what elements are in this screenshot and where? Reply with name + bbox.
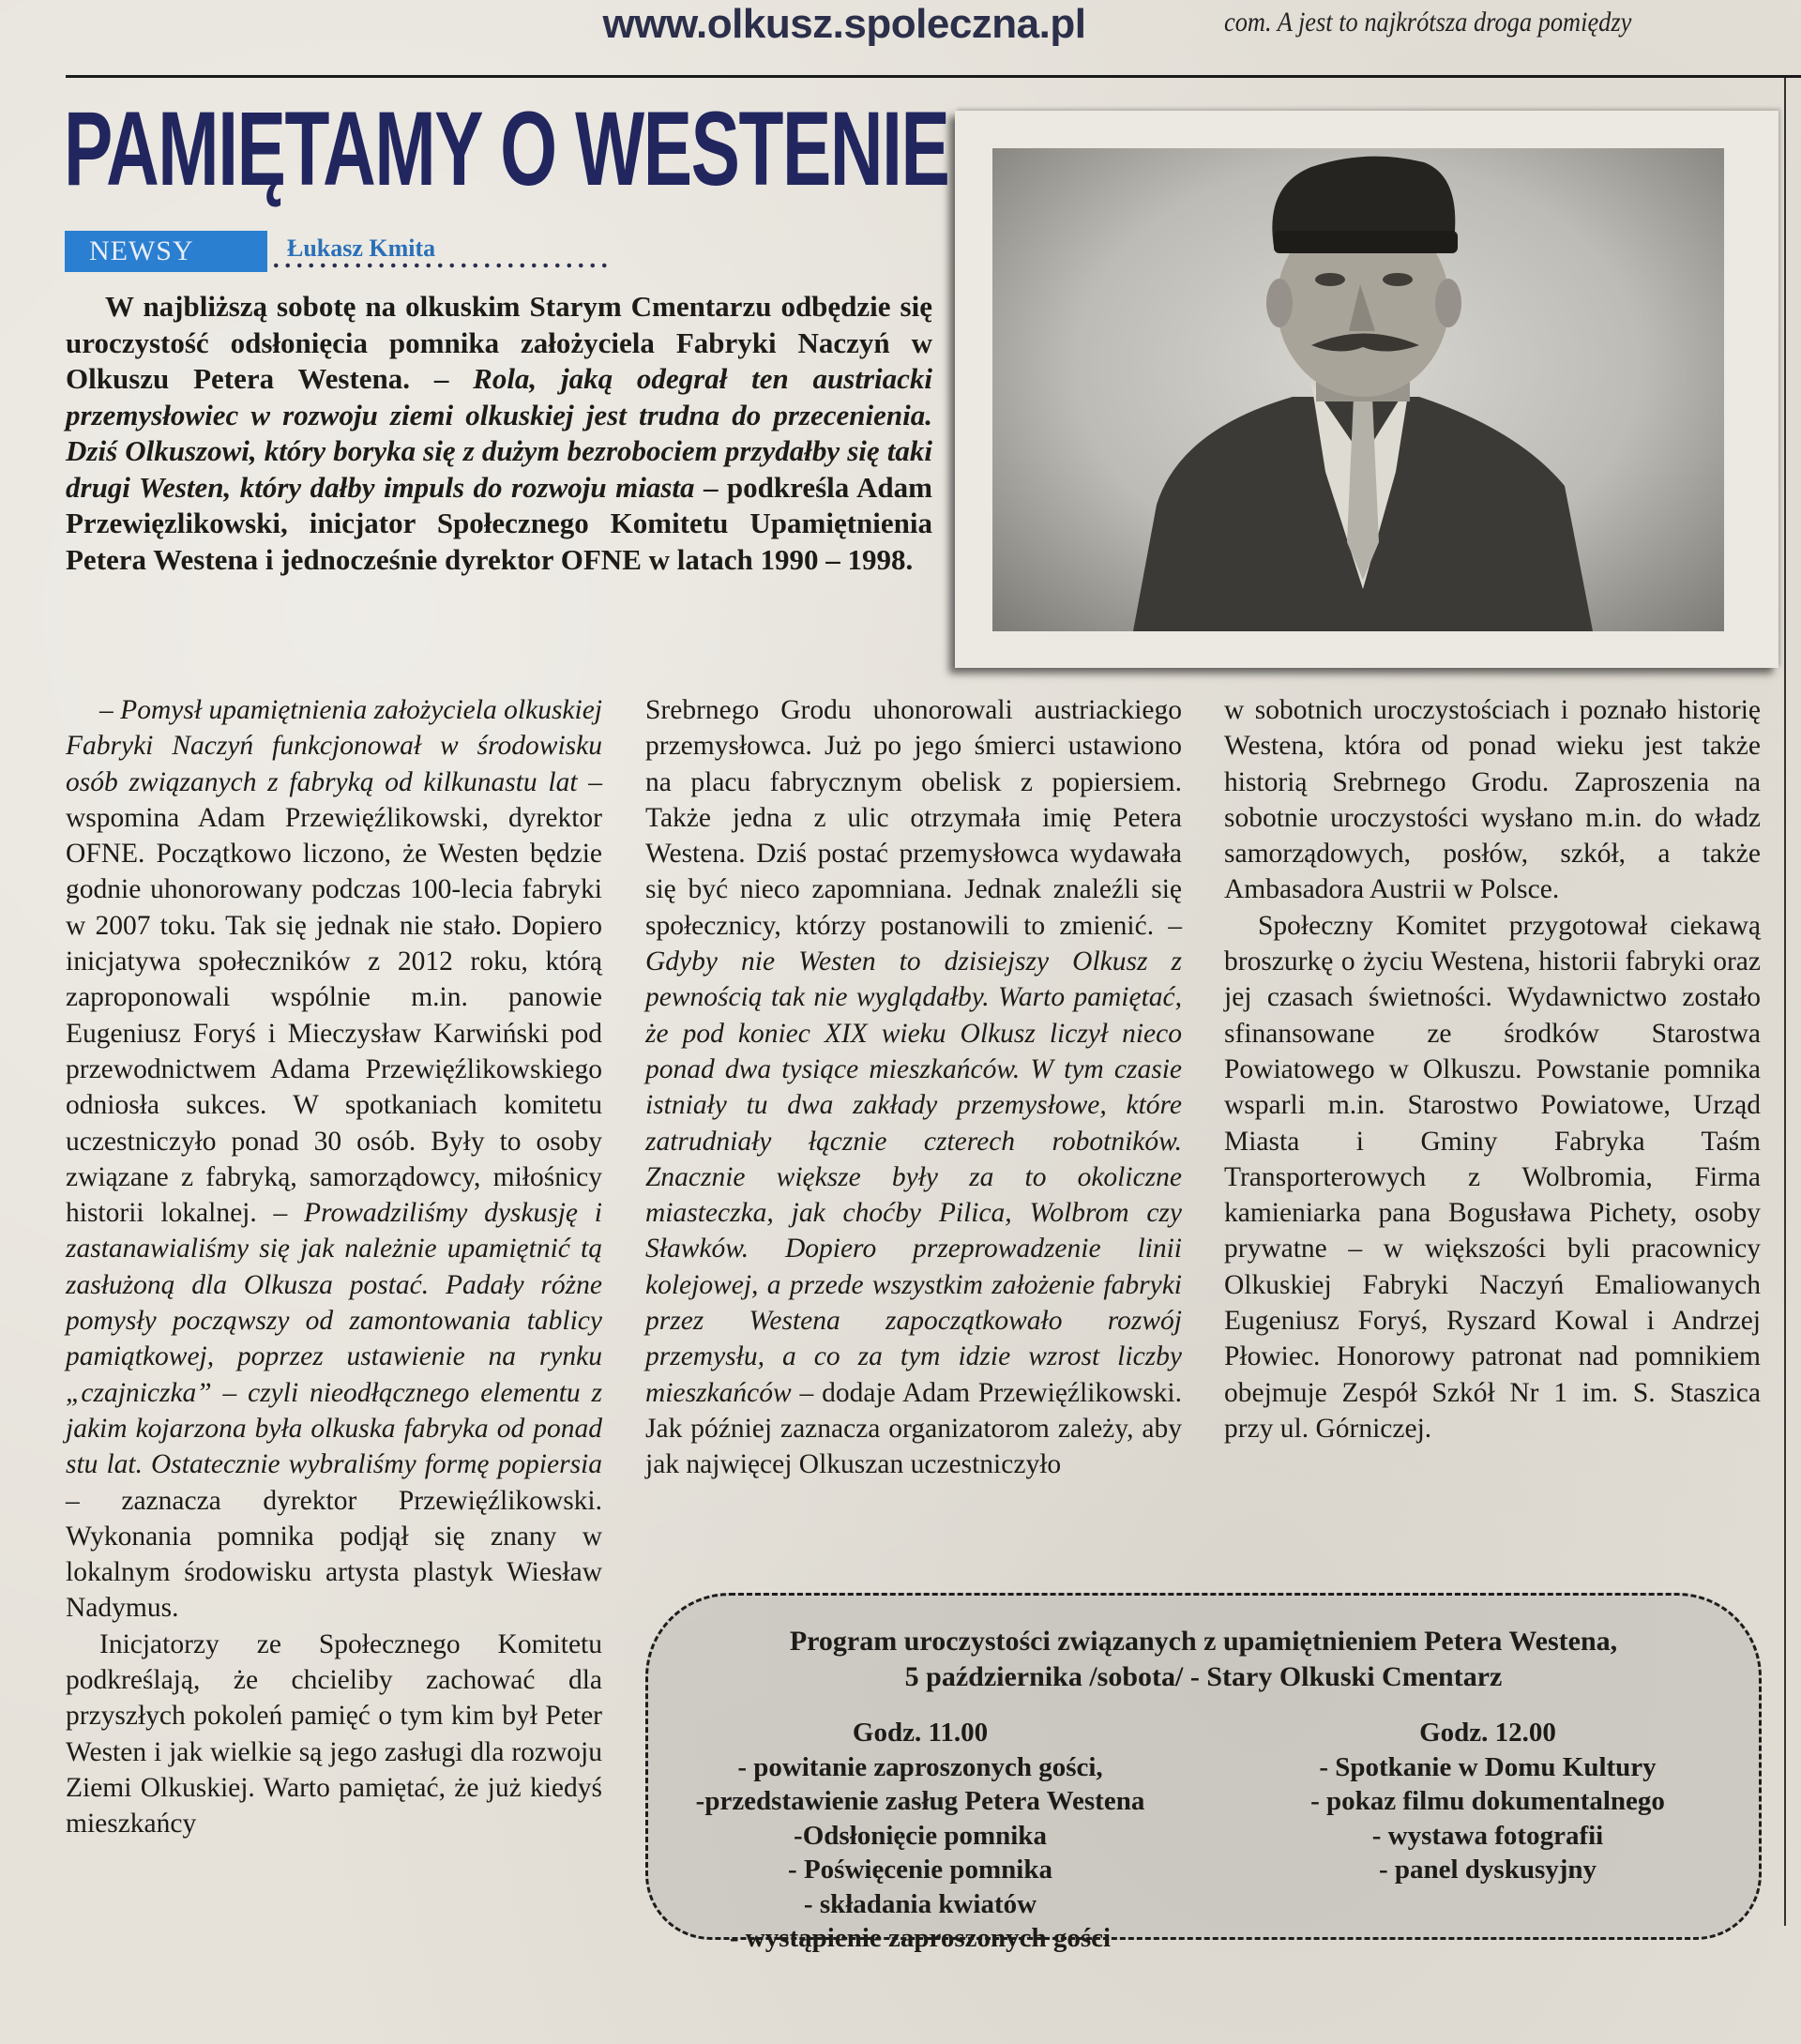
program-session-1100 — [667, 1716, 1173, 1956]
body-column-3 — [1224, 692, 1761, 1446]
body-column-1 — [66, 692, 602, 1842]
column-divider — [1784, 78, 1786, 1926]
session-item: - pokaz filmu dokumentalnego — [1310, 1786, 1665, 1816]
lead-text-1: W najbliższą sobotę na olkuskim Starym Cmentarzu odbędzie się uroczystość odsłonięcia pomnika założyciela Fabryki Naczyń w Olkuszu Petera Westena. – — [66, 290, 932, 395]
quote-text: – Pomysł upamiętnienia założyciela olkuskiej Fabryki Naczyń funkcjonował w środowisku osób związanych z fabryką od kilkunastu lat — [66, 695, 602, 797]
program-title-line: Program uroczystości związanych z upamiętnieniem Petera Westena, — [789, 1626, 1618, 1657]
portrait-photo-frame — [955, 111, 1778, 668]
body-text: – zaznacza dyrektor Przewięźlikowski. Wykonania pomnika podjął się znany w lokalnym środowisku artysta plastyk Wiesław Nadymus. — [66, 1485, 602, 1624]
lead-quote: Rola, jaką odegrał ten austriacki przemysłowiec w rozwoju ziemi olkuskiej jest trudna do przecenienia. Dziś Olkuszowi, który boryka się z dużym bezrobociem przydałby się taki drugi Westen, który dałby impuls do rozwoju miasta — [66, 362, 933, 504]
session-item: - powitanie zaproszonych gości, — [737, 1751, 1103, 1782]
article-headline: PAMIĘTAMY O WESTENIE — [64, 90, 949, 207]
quote-text: – Prowadziliśmy dyskusję i zastanawialiśmy się jak należnie upamiętnić tą zasłużoną dla Olkusza postać. Padały różne pomysły począwszy od zamontowania tablicy pamiątkowej, poprzez ustawienie na rynku „czajniczka” – czyli nieodłącznego elementu z jakim kojarzona była olkuska fabryka od ponad stu lat. Ostatecznie wybraliśmy formę popiersia — [66, 1198, 602, 1480]
session-item: - panel dyskusyjny — [1378, 1855, 1597, 1885]
program-title-line: 5 października /sobota/ - Stary Olkuski Cmentarz — [904, 1661, 1503, 1692]
site-url[interactable]: www.olkusz.spoleczna.pl — [602, 1, 1086, 47]
section-tag: NEWSY — [65, 231, 267, 272]
dotted-divider — [270, 263, 608, 268]
body-text: Srebrnego Grodu uhonorowali austriackiego przemysłowca. Już po jego śmierci ustawiono na placu fabrycznym obelisk z popiersiem. Także jedna z ulic otrzymała imię Petera Westena. Dziś postać przemysłowca wydawała się być nieco zapomniana. Jednak znaleźli się społecznicy, którzy postanowili to zmienić. — [645, 695, 1182, 941]
body-paragraph: Społeczny Komitet przygotował ciekawą broszurkę o życiu Westena, historii fabryki oraz jej czasach świetności. Wydawnictwo zostało sfinansowane ze środków Starostwa Powiatowego w Olkuszu. Powstanie pomnika wsparli m.in. Starostwo Powiatowe, Urząd Miasta i Gminy Fabryka Taśm Transporterowych z Wolbromia, Firma kamieniarka pana Bogusława Pichety, osoby prywatne – w większości byli pracownicy Olkuskiej Fabryki Naczyń Emaliowanych Eugeniusz Foryś, Ryszard Kowal i Andrzej Płowiec. Honorowy patronat nad pomnikiem obejmuje Zespół Szkół Nr 1 im. S. Staszica przy ul. Górniczej. — [1224, 910, 1761, 1444]
session-item: - Spotkanie w Domu Kultury — [1319, 1751, 1657, 1782]
previous-article-snippet: com. A jest to najkrótsza droga pomiędzy — [1224, 7, 1632, 38]
lead-text-2: – podkreśla Adam Przewięzlikowski, inicjator Społecznego Komitetu Upamiętnienia Petera Westena i jednocześnie dyrektor OFNE w latach 1990 – 1998. — [66, 470, 932, 576]
portrait-photo — [992, 148, 1724, 631]
session-item: - składania kwiatów — [803, 1888, 1037, 1919]
body-paragraph — [66, 692, 602, 1627]
body-column-2 — [645, 692, 1182, 1483]
session-time: Godz. 12.00 — [1419, 1718, 1556, 1748]
session-item: -przedstawienie zasług Petera Westena — [695, 1786, 1145, 1816]
lead-paragraph — [66, 289, 932, 578]
session-item: -Odsłonięcie pomnika — [794, 1820, 1047, 1851]
session-item: - Poświęcenie pomnika — [788, 1855, 1052, 1885]
session-item: - wystawa fotografii — [1371, 1820, 1604, 1851]
body-text: – dodaje Adam Przewięźlikowski. Jak później zaznacza organizatorom zależy, aby jak najwięcej Olkuszan uczestniczyło — [645, 1377, 1182, 1480]
program-title — [648, 1624, 1759, 1695]
body-paragraph — [645, 692, 1182, 1483]
session-time: Godz. 11.00 — [852, 1718, 989, 1748]
body-text: – wspomina Adam Przewięźlikowski, dyrektor OFNE. Początkowo liczono, że Westen będzie godnie uhonorowany podczas 100-lecia fabryki w 2007 toku. Tak się jednak nie stało. Dopiero inicjatywa społeczników z 2012 roku, którą zaproponowali wspólnie m.in. panowie Eugeniusz Foryś i Mieczysław Karwiński pod przewodnictwem Adama Przewięźlikowskiego odniosła sukces. W spotkaniach komitetu uczestniczyło ponad 30 osób. Były to osoby związane z fabryką, samorządowcy, miłośnicy historii lokalnej. — [66, 766, 602, 1229]
top-divider — [66, 75, 1801, 78]
event-program-box — [645, 1593, 1762, 1953]
program-session-1200 — [1234, 1716, 1741, 1887]
body-paragraph: Inicjatorzy ze Społecznego Komitetu podkreślają, że chcieliby zachować dla przyszłych pokoleń pamięć o tym kim był Peter Westen i jak wielkie są jego zasługi dla rozwoju Ziemi Olkuskiej. Warto pamiętać, że już kiedyś mieszkańcy — [66, 1628, 602, 1840]
body-paragraph: w sobotnich uroczystościach i poznało historię Westena, która od ponad wieku jest także historią Srebrnego Grodu. Zaproszenia na sobotnie uroczystości wysłano m.in. do władz samorządowych, posłów, szkół, a także Ambasadora Austrii w Polsce. — [1224, 695, 1761, 905]
portrait-figure-icon — [992, 148, 1724, 631]
author-byline: Łukasz Kmita — [287, 235, 436, 262]
quote-text: – Gdyby nie Westen to dzisiejszy Olkusz z pewnością tak nie wyglądałby. Warto pamiętać, że pod koniec XIX wieku Olkusz liczył nieco ponad dwa tysiące mieszkańców. W tym czasie istniały tu dwa zakłady przemysłowe, które zatrudniały łącznie czterech robotników. Znacznie większe były za to okoliczne miasteczka, jak choćby Pilica, Wolbrom czy Sławków. Dopiero przeprowadzenie linii kolejowej, a przede wszystkim założenie fabryki przez Westena zapoczątkowało rozwój przemysłu, a co za tym idzie wzrost liczby mieszkańców — [645, 910, 1182, 1408]
session-item: - wystąpienie zaproszonych gości — [729, 1923, 1112, 1953]
